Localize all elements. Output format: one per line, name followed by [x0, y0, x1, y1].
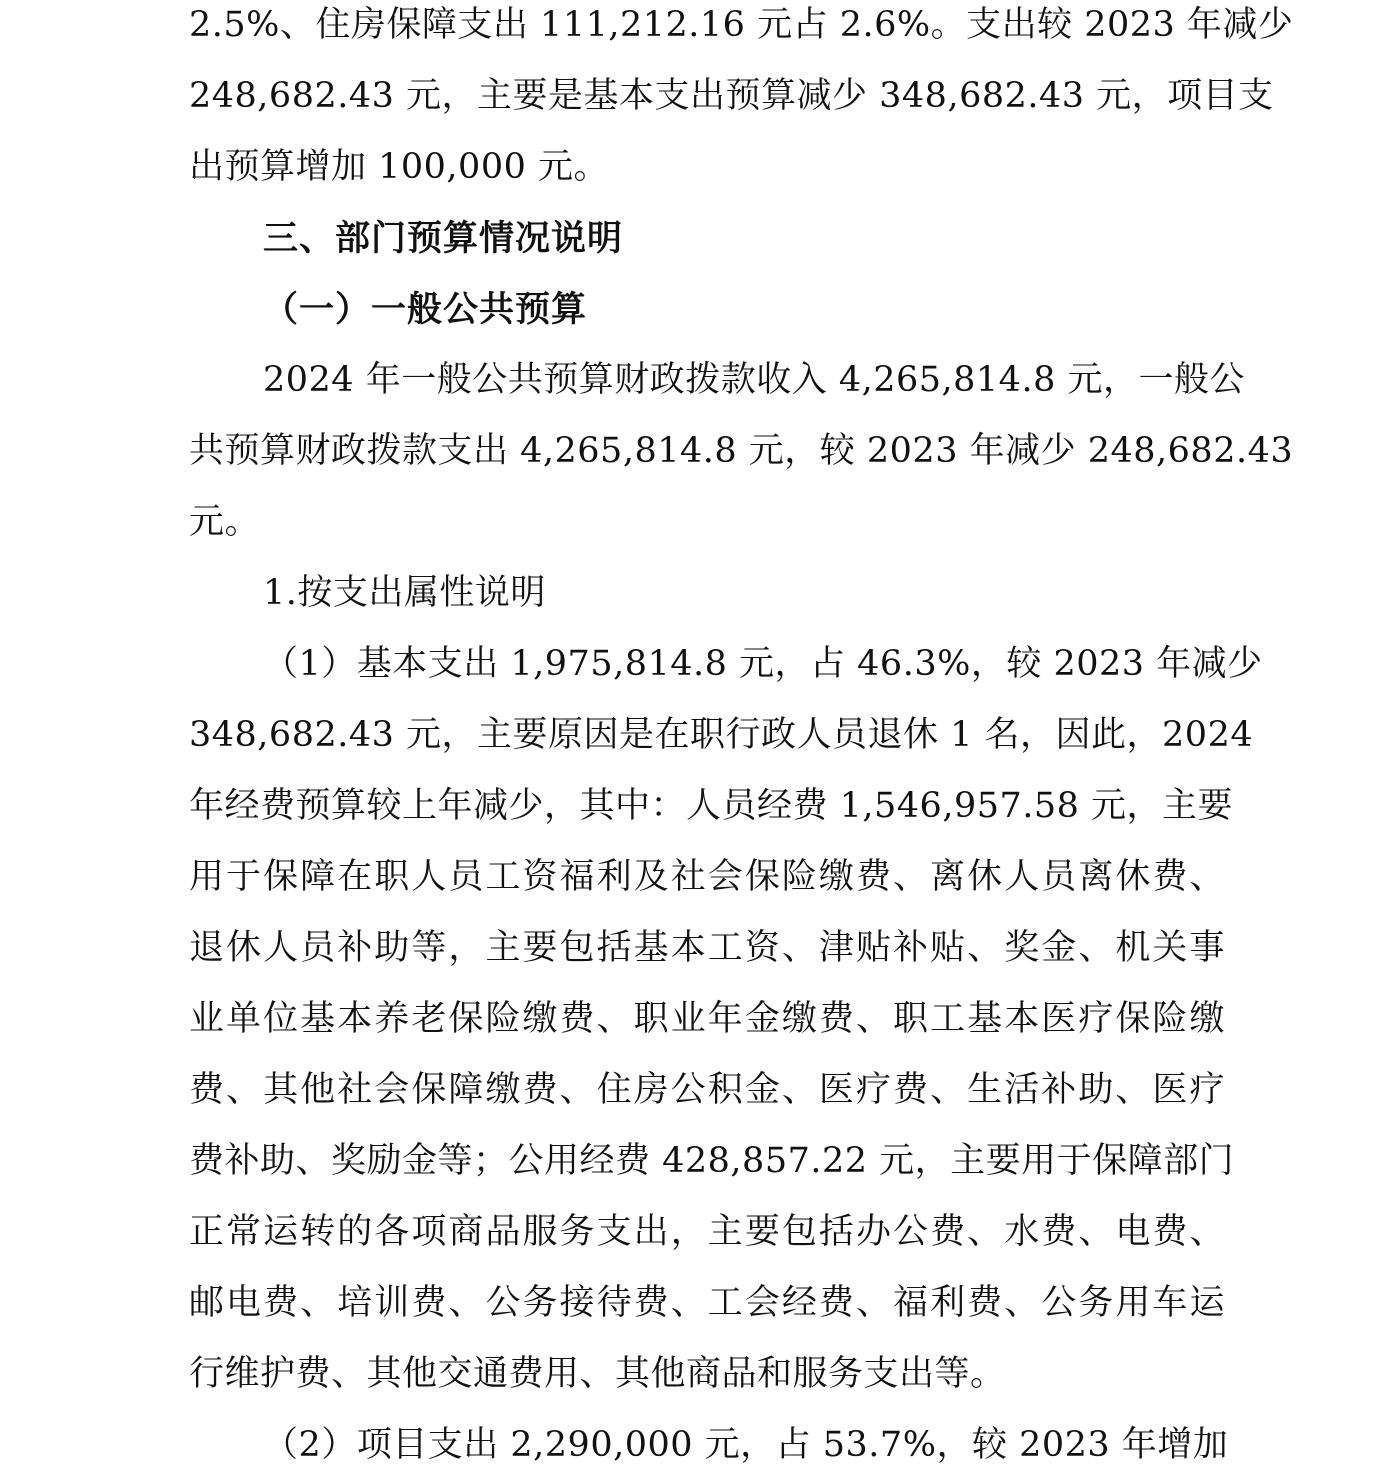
paragraph-line: 正常运转的各项商品服务支出，主要包括办公费、水费、电费、	[189, 1212, 1225, 1252]
paragraph-line: 退休人员补助等，主要包括基本工资、津贴补贴、奖金、机关事	[189, 928, 1225, 968]
paragraph-line: 2024 年一般公共预算财政拨款收入 4,265,814.8 元，一般公	[263, 360, 1245, 400]
paragraph-line: 费、其他社会保障缴费、住房公积金、医疗费、生活补助、医疗	[189, 1070, 1225, 1110]
document-page	[189, 0, 1294, 1481]
paragraph-line: 2.5%、住房保障支出 111,212.16 元占 2.6%。支出较 2023 年减少	[189, 5, 1294, 45]
paragraph-line: 费补助、奖励金等；公用经费 428,857.22 元，主要用于保障部门	[189, 1141, 1235, 1181]
paragraph-line: 业单位基本养老保险缴费、职业年金缴费、职工基本医疗保险缴	[189, 999, 1225, 1039]
item-title: 1.按支出属性说明	[263, 573, 546, 613]
paragraph-line: 出预算增加 100,000 元。	[189, 147, 609, 187]
paragraph-line: 年经费预算较上年减少，其中：人员经费 1,546,957.58 元，主要	[189, 786, 1234, 826]
paragraph-line: 用于保障在职人员工资福利及社会保险缴费、离休人员离休费、	[189, 857, 1225, 897]
paragraph-line: 248,682.43 元，主要是基本支出预算减少 348,682.43 元，项目支	[189, 76, 1274, 116]
paragraph-line: 元。	[189, 502, 261, 542]
paragraph-line: 行维护费、其他交通费用、其他商品和服务支出等。	[189, 1354, 1006, 1394]
section-title: 三、部门预算情况说明	[263, 218, 624, 259]
paragraph-line: 邮电费、培训费、公务接待费、工会经费、福利费、公务用车运	[189, 1283, 1225, 1323]
paragraph-line: （1）基本支出 1,975,814.8 元，占 46.3%，较 2023 年减少	[263, 644, 1263, 684]
paragraph-line: 348,682.43 元，主要原因是在职行政人员退休 1 名，因此，2024	[189, 715, 1254, 755]
paragraph-line: 共预算财政拨款支出 4,265,814.8 元，较 2023 年减少 248,682.43	[189, 431, 1294, 471]
subsection-title: （一）一般公共预算	[263, 289, 588, 330]
paragraph-line: （2）项目支出 2,290,000 元，占 53.7%，较 2023 年增加	[263, 1425, 1229, 1465]
